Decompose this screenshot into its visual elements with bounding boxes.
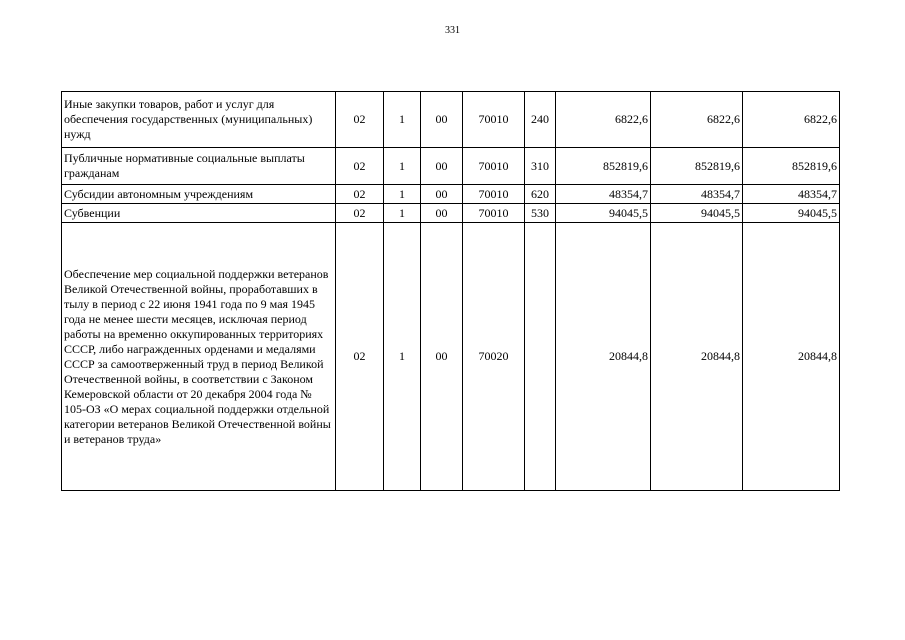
section-code-cell: 02 [336,223,384,491]
amount-cell-1: 20844,8 [556,223,651,491]
direction-code-cell: 70010 [463,148,525,185]
program-code-cell: 1 [384,223,421,491]
table-row [62,148,840,185]
amount-cell-1: 48354,7 [556,185,651,204]
table-row [62,185,840,204]
amount-cell-1: 94045,5 [556,204,651,223]
expense-type-cell: 620 [525,185,556,204]
amount-cell-1: 852819,6 [556,148,651,185]
row-name-cell: Публичные нормативные социальные выплаты гражданам [62,148,336,185]
amount-cell-3: 6822,6 [743,92,840,148]
subprogram-code-cell: 00 [421,92,463,148]
row-name-cell: Иные закупки товаров, работ и услуг для обеспечения государственных (муниципальных) нужд [62,92,336,148]
amount-cell-3: 94045,5 [743,204,840,223]
table-row [62,92,840,148]
section-code-cell: 02 [336,148,384,185]
row-name-cell: Субвенции [62,204,336,223]
subprogram-code-cell: 00 [421,148,463,185]
expense-type-cell: 310 [525,148,556,185]
amount-cell-3: 48354,7 [743,185,840,204]
amount-cell-2: 94045,5 [651,204,743,223]
row-name-cell: Субсидии автономным учреждениям [62,185,336,204]
direction-code-cell: 70010 [463,185,525,204]
amount-cell-2: 20844,8 [651,223,743,491]
subprogram-code-cell: 00 [421,185,463,204]
direction-code-cell: 70020 [463,223,525,491]
expense-type-cell [525,223,556,491]
program-code-cell: 1 [384,185,421,204]
expense-type-cell: 240 [525,92,556,148]
budget-table [61,91,840,491]
section-code-cell: 02 [336,204,384,223]
section-code-cell: 02 [336,92,384,148]
amount-cell-1: 6822,6 [556,92,651,148]
amount-cell-2: 852819,6 [651,148,743,185]
page-number: 331 [445,25,460,36]
amount-cell-2: 6822,6 [651,92,743,148]
row-name-cell: Обеспечение мер социальной поддержки ветеранов Великой Отечественной войны, проработавших в тылу в период с 22 июня 1941 года по 9 мая 1945 года не менее шести месяцев, исключая период работы на временно оккупированных территориях СССР, либо награжденных орденами и медалями СССР за самоотверженный труд в период Великой Отечественной войны, в соответствии с Законом Кемеровской области от 20 декабря 2004 года № 105-ОЗ «О мерах социальной поддержки отдельной категории ветеранов Великой Отечественной войны и ветеранов труда» [62,223,336,491]
table-row [62,223,840,491]
program-code-cell: 1 [384,92,421,148]
direction-code-cell: 70010 [463,92,525,148]
expense-type-cell: 530 [525,204,556,223]
program-code-cell: 1 [384,204,421,223]
amount-cell-3: 20844,8 [743,223,840,491]
direction-code-cell: 70010 [463,204,525,223]
section-code-cell: 02 [336,185,384,204]
amount-cell-3: 852819,6 [743,148,840,185]
subprogram-code-cell: 00 [421,223,463,491]
subprogram-code-cell: 00 [421,204,463,223]
program-code-cell: 1 [384,148,421,185]
table-row [62,204,840,223]
amount-cell-2: 48354,7 [651,185,743,204]
